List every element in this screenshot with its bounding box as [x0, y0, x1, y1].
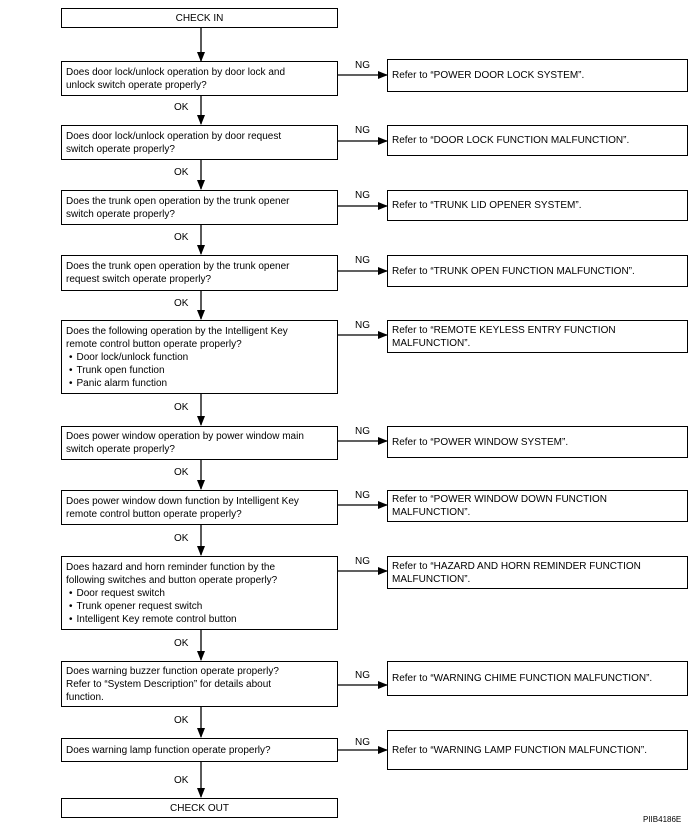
ng-label: NG	[355, 670, 370, 681]
bullet-item: • Door request switch	[66, 587, 333, 600]
ok-label: OK	[174, 467, 189, 478]
ok-label: OK	[174, 402, 189, 413]
question-box-warning-lamp: Does warning lamp function operate properly?	[61, 738, 338, 762]
question-box-warning-buzzer: Does warning buzzer function operate properly? Refer to “System Description” for details about function.	[61, 661, 338, 707]
result-box-trunk-lid-opener: Refer to “TRUNK LID OPENER SYSTEM”.	[387, 190, 688, 221]
ok-label: OK	[174, 775, 189, 786]
result-box-power-window-down: Refer to “POWER WINDOW DOWN FUNCTION MALFUNCTION”.	[387, 490, 688, 522]
ng-label: NG	[355, 737, 370, 748]
ng-label: NG	[355, 60, 370, 71]
ng-label: NG	[355, 125, 370, 136]
result-box-warning-chime: Refer to “WARNING CHIME FUNCTION MALFUNCTION”.	[387, 661, 688, 696]
check-out-label: CHECK OUT	[170, 802, 229, 814]
question-box-trunk-opener-switch: Does the trunk open operation by the trunk opener switch operate properly?	[61, 190, 338, 225]
bullet-item: • Door lock/unlock function	[66, 351, 333, 364]
ng-label: NG	[355, 320, 370, 331]
result-box-warning-lamp: Refer to “WARNING LAMP FUNCTION MALFUNCTION”.	[387, 730, 688, 770]
ok-label: OK	[174, 533, 189, 544]
question-box-door-request-switch: Does door lock/unlock operation by door request switch operate properly?	[61, 125, 338, 160]
ng-label: NG	[355, 255, 370, 266]
bullet-item: • Trunk opener request switch	[66, 600, 333, 613]
figure-code: PIIB4186E	[643, 815, 682, 824]
result-box-door-lock-function: Refer to “DOOR LOCK FUNCTION MALFUNCTION”.	[387, 125, 688, 156]
question-box-hazard-horn: Does hazard and horn reminder function by the following switches and button operate properly? • Door request switch • Trunk opener request switch • Intelligent Key remote control button	[61, 556, 338, 630]
bullet-item: • Panic alarm function	[66, 377, 333, 390]
ok-label: OK	[174, 102, 189, 113]
ok-label: OK	[174, 715, 189, 726]
ok-label: OK	[174, 232, 189, 243]
bullet-item: • Trunk open function	[66, 364, 333, 377]
ng-label: NG	[355, 190, 370, 201]
ok-label: OK	[174, 298, 189, 309]
question-box-intelligent-key: Does the following operation by the Intelligent Key remote control button operate properly? • Door lock/unlock function • Trunk open function • Panic alarm function	[61, 320, 338, 394]
question-box-door-lock-switch: Does door lock/unlock operation by door lock and unlock switch operate properly?	[61, 61, 338, 96]
question-box-trunk-opener-request: Does the trunk open operation by the trunk opener request switch operate properly?	[61, 255, 338, 291]
result-box-hazard-horn: Refer to “HAZARD AND HORN REMINDER FUNCTION MALFUNCTION”.	[387, 556, 688, 589]
ng-label: NG	[355, 556, 370, 567]
question-box-power-window-main: Does power window operation by power window main switch operate properly?	[61, 426, 338, 460]
check-in-label: CHECK IN	[175, 12, 224, 24]
check-out-box	[61, 798, 338, 818]
bullet-item: • Intelligent Key remote control button	[66, 613, 333, 626]
question-box-power-window-down: Does power window down function by Intelligent Key remote control button operate properly?	[61, 490, 338, 525]
ok-label: OK	[174, 167, 189, 178]
result-box-power-window-system: Refer to “POWER WINDOW SYSTEM”.	[387, 426, 688, 458]
check-in-box	[61, 8, 338, 28]
ng-label: NG	[355, 426, 370, 437]
ok-label: OK	[174, 638, 189, 649]
ng-label: NG	[355, 490, 370, 501]
result-box-remote-keyless-entry: Refer to “REMOTE KEYLESS ENTRY FUNCTION MALFUNCTION”.	[387, 320, 688, 353]
result-box-power-door-lock: Refer to “POWER DOOR LOCK SYSTEM”.	[387, 59, 688, 92]
result-box-trunk-open-function: Refer to “TRUNK OPEN FUNCTION MALFUNCTION”.	[387, 255, 688, 287]
